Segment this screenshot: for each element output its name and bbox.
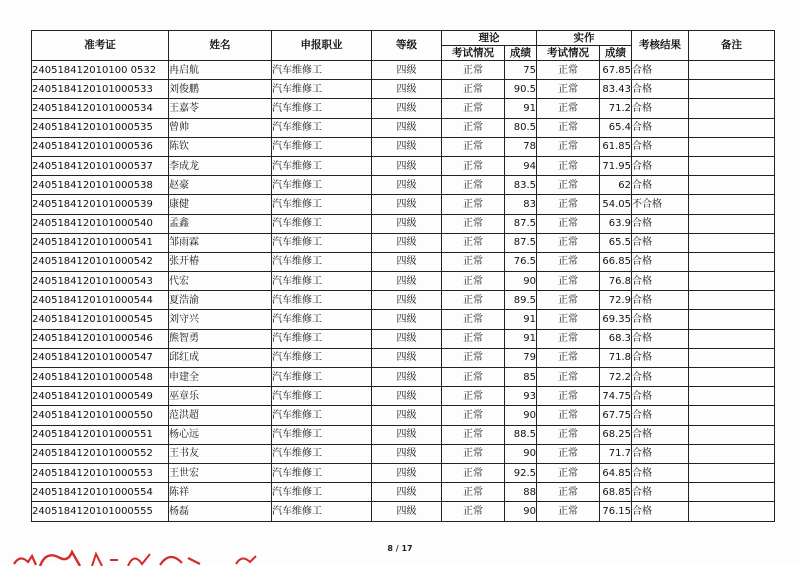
- practical-status-cell: 正常: [537, 329, 600, 348]
- remark-cell: [689, 348, 775, 367]
- occupation-cell: 汽车维修工: [272, 310, 372, 329]
- header-theory-score: 成绩: [505, 46, 537, 61]
- exam-id-cell: 2405184120101000544: [32, 291, 169, 310]
- remark-cell: [689, 291, 775, 310]
- name-cell: 邱红成: [169, 348, 272, 367]
- table-row: [32, 118, 775, 137]
- result-cell: 合格: [632, 387, 689, 406]
- exam-id-cell: 2405184120101000543: [32, 272, 169, 291]
- practical-status-cell: 正常: [537, 176, 600, 195]
- header-name: 姓名: [169, 31, 272, 61]
- result-cell: 合格: [632, 368, 689, 387]
- level-cell: 四级: [372, 99, 442, 118]
- remark-cell: [689, 214, 775, 233]
- exam-id-cell: 240518412010100 0532: [32, 61, 169, 80]
- practical-status-cell: 正常: [537, 156, 600, 175]
- occupation-cell: 汽车维修工: [272, 118, 372, 137]
- name-cell: 张开椿: [169, 252, 272, 271]
- theory-status-cell: 正常: [442, 214, 505, 233]
- remark-cell: [689, 176, 775, 195]
- practical-score-cell: 67.75: [600, 406, 632, 425]
- level-cell: 四级: [372, 502, 442, 521]
- practical-score-cell: 69.35: [600, 310, 632, 329]
- exam-id-cell: 2405184120101000541: [32, 233, 169, 252]
- theory-score-cell: 83.5: [505, 176, 537, 195]
- exam-id-cell: 2405184120101000534: [32, 99, 169, 118]
- theory-score-cell: 91: [505, 310, 537, 329]
- table-row: [32, 406, 775, 425]
- exam-id-cell: 2405184120101000549: [32, 387, 169, 406]
- result-cell: 合格: [632, 348, 689, 367]
- level-cell: 四级: [372, 137, 442, 156]
- table-body: [32, 61, 775, 522]
- practical-score-cell: 71.8: [600, 348, 632, 367]
- theory-score-cell: 75: [505, 61, 537, 80]
- practical-score-cell: 63.9: [600, 214, 632, 233]
- score-table: [31, 30, 775, 522]
- table-row: [32, 272, 775, 291]
- result-cell: 合格: [632, 80, 689, 99]
- remark-cell: [689, 444, 775, 463]
- name-cell: 范洪超: [169, 406, 272, 425]
- result-cell: 合格: [632, 310, 689, 329]
- remark-cell: [689, 252, 775, 271]
- theory-status-cell: 正常: [442, 329, 505, 348]
- exam-id-cell: 2405184120101000550: [32, 406, 169, 425]
- practical-score-cell: 65.4: [600, 118, 632, 137]
- practical-status-cell: 正常: [537, 99, 600, 118]
- level-cell: 四级: [372, 348, 442, 367]
- level-cell: 四级: [372, 444, 442, 463]
- theory-status-cell: 正常: [442, 233, 505, 252]
- table-row: [32, 99, 775, 118]
- practical-status-cell: 正常: [537, 61, 600, 80]
- theory-status-cell: 正常: [442, 195, 505, 214]
- name-cell: 王书友: [169, 444, 272, 463]
- remark-cell: [689, 425, 775, 444]
- exam-id-cell: 2405184120101000542: [32, 252, 169, 271]
- header-occupation: 申报职业: [272, 31, 372, 61]
- level-cell: 四级: [372, 272, 442, 291]
- practical-status-cell: 正常: [537, 425, 600, 444]
- practical-status-cell: 正常: [537, 368, 600, 387]
- exam-id-cell: 2405184120101000554: [32, 483, 169, 502]
- exam-id-cell: 2405184120101000538: [32, 176, 169, 195]
- theory-score-cell: 80.5: [505, 118, 537, 137]
- table-row: [32, 483, 775, 502]
- remark-cell: [689, 195, 775, 214]
- level-cell: 四级: [372, 176, 442, 195]
- result-cell: 合格: [632, 156, 689, 175]
- practical-status-cell: 正常: [537, 406, 600, 425]
- result-cell: 合格: [632, 99, 689, 118]
- occupation-cell: 汽车维修工: [272, 463, 372, 482]
- theory-score-cell: 76.5: [505, 252, 537, 271]
- remark-cell: [689, 156, 775, 175]
- result-cell: 合格: [632, 252, 689, 271]
- theory-score-cell: 87.5: [505, 233, 537, 252]
- table-row: [32, 156, 775, 175]
- name-cell: 陈钦: [169, 137, 272, 156]
- practical-score-cell: 64.85: [600, 463, 632, 482]
- theory-score-cell: 89.5: [505, 291, 537, 310]
- table-row: [32, 233, 775, 252]
- practical-score-cell: 72.2: [600, 368, 632, 387]
- level-cell: 四级: [372, 61, 442, 80]
- table-row: [32, 80, 775, 99]
- theory-score-cell: 78: [505, 137, 537, 156]
- practical-status-cell: 正常: [537, 252, 600, 271]
- name-cell: 曾帅: [169, 118, 272, 137]
- result-cell: 合格: [632, 502, 689, 521]
- name-cell: 冉启航: [169, 61, 272, 80]
- level-cell: 四级: [372, 387, 442, 406]
- level-cell: 四级: [372, 156, 442, 175]
- table-row: [32, 61, 775, 80]
- level-cell: 四级: [372, 483, 442, 502]
- theory-status-cell: 正常: [442, 348, 505, 367]
- level-cell: 四级: [372, 233, 442, 252]
- theory-status-cell: 正常: [442, 387, 505, 406]
- table-row: [32, 137, 775, 156]
- remark-cell: [689, 61, 775, 80]
- table-row: [32, 348, 775, 367]
- theory-score-cell: 88: [505, 483, 537, 502]
- name-cell: 邹雨霖: [169, 233, 272, 252]
- exam-id-cell: 2405184120101000546: [32, 329, 169, 348]
- remark-cell: [689, 137, 775, 156]
- remark-cell: [689, 406, 775, 425]
- name-cell: 李成龙: [169, 156, 272, 175]
- exam-id-cell: 2405184120101000540: [32, 214, 169, 233]
- theory-status-cell: 正常: [442, 291, 505, 310]
- practical-score-cell: 65.5: [600, 233, 632, 252]
- theory-status-cell: 正常: [442, 368, 505, 387]
- name-cell: 陈祥: [169, 483, 272, 502]
- theory-status-cell: 正常: [442, 99, 505, 118]
- remark-cell: [689, 502, 775, 521]
- table-row: [32, 252, 775, 271]
- result-cell: 不合格: [632, 195, 689, 214]
- level-cell: 四级: [372, 463, 442, 482]
- name-cell: 熊智勇: [169, 329, 272, 348]
- theory-score-cell: 93: [505, 387, 537, 406]
- table-header: [32, 31, 775, 61]
- theory-status-cell: 正常: [442, 310, 505, 329]
- name-cell: 王世宏: [169, 463, 272, 482]
- page-number: 8 / 17: [387, 544, 413, 553]
- practical-score-cell: 54.05: [600, 195, 632, 214]
- theory-status-cell: 正常: [442, 137, 505, 156]
- remark-cell: [689, 272, 775, 291]
- practical-status-cell: 正常: [537, 348, 600, 367]
- occupation-cell: 汽车维修工: [272, 483, 372, 502]
- header-exam-id: 准考证: [32, 31, 169, 61]
- practical-status-cell: 正常: [537, 233, 600, 252]
- exam-id-cell: 2405184120101000537: [32, 156, 169, 175]
- level-cell: 四级: [372, 195, 442, 214]
- name-cell: 巫章乐: [169, 387, 272, 406]
- name-cell: 申建全: [169, 368, 272, 387]
- practical-status-cell: 正常: [537, 463, 600, 482]
- theory-status-cell: 正常: [442, 118, 505, 137]
- practical-score-cell: 66.85: [600, 252, 632, 271]
- theory-score-cell: 83: [505, 195, 537, 214]
- occupation-cell: 汽车维修工: [272, 80, 372, 99]
- practical-score-cell: 76.8: [600, 272, 632, 291]
- table-row: [32, 310, 775, 329]
- practical-score-cell: 83.43: [600, 80, 632, 99]
- practical-status-cell: 正常: [537, 310, 600, 329]
- result-cell: 合格: [632, 137, 689, 156]
- result-cell: 合格: [632, 233, 689, 252]
- header-theory: 理论: [442, 31, 537, 46]
- occupation-cell: 汽车维修工: [272, 425, 372, 444]
- remark-cell: [689, 329, 775, 348]
- practical-score-cell: 68.85: [600, 483, 632, 502]
- occupation-cell: 汽车维修工: [272, 61, 372, 80]
- occupation-cell: 汽车维修工: [272, 291, 372, 310]
- remark-cell: [689, 80, 775, 99]
- result-cell: 合格: [632, 272, 689, 291]
- name-cell: 孟鑫: [169, 214, 272, 233]
- result-cell: 合格: [632, 214, 689, 233]
- remark-cell: [689, 387, 775, 406]
- header-practical-status: 考试情况: [537, 46, 600, 61]
- theory-status-cell: 正常: [442, 156, 505, 175]
- exam-id-cell: 2405184120101000548: [32, 368, 169, 387]
- theory-score-cell: 90: [505, 272, 537, 291]
- remark-cell: [689, 233, 775, 252]
- practical-score-cell: 74.75: [600, 387, 632, 406]
- exam-id-cell: 2405184120101000535: [32, 118, 169, 137]
- practical-score-cell: 76.15: [600, 502, 632, 521]
- practical-status-cell: 正常: [537, 80, 600, 99]
- practical-score-cell: 62: [600, 176, 632, 195]
- header-result: 考核结果: [632, 31, 689, 61]
- theory-score-cell: 91: [505, 99, 537, 118]
- name-cell: 康健: [169, 195, 272, 214]
- practical-score-cell: 67.85: [600, 61, 632, 80]
- result-cell: 合格: [632, 406, 689, 425]
- table-row: [32, 195, 775, 214]
- theory-score-cell: 90: [505, 502, 537, 521]
- practical-score-cell: 61.85: [600, 137, 632, 156]
- level-cell: 四级: [372, 310, 442, 329]
- result-cell: 合格: [632, 61, 689, 80]
- exam-id-cell: 2405184120101000553: [32, 463, 169, 482]
- table-row: [32, 291, 775, 310]
- theory-score-cell: 79: [505, 348, 537, 367]
- result-cell: 合格: [632, 329, 689, 348]
- practical-status-cell: 正常: [537, 387, 600, 406]
- table-row: [32, 463, 775, 482]
- theory-status-cell: 正常: [442, 80, 505, 99]
- exam-id-cell: 2405184120101000551: [32, 425, 169, 444]
- practical-status-cell: 正常: [537, 137, 600, 156]
- practical-status-cell: 正常: [537, 483, 600, 502]
- name-cell: 王嘉苓: [169, 99, 272, 118]
- name-cell: 夏浩渝: [169, 291, 272, 310]
- practical-status-cell: 正常: [537, 118, 600, 137]
- theory-score-cell: 90: [505, 444, 537, 463]
- table-row: [32, 502, 775, 521]
- occupation-cell: 汽车维修工: [272, 272, 372, 291]
- level-cell: 四级: [372, 118, 442, 137]
- table-row: [32, 368, 775, 387]
- table-row: [32, 176, 775, 195]
- table-row: [32, 329, 775, 348]
- theory-status-cell: 正常: [442, 272, 505, 291]
- occupation-cell: 汽车维修工: [272, 137, 372, 156]
- header-level: 等级: [372, 31, 442, 61]
- level-cell: 四级: [372, 214, 442, 233]
- practical-score-cell: 71.95: [600, 156, 632, 175]
- practical-status-cell: 正常: [537, 272, 600, 291]
- practical-status-cell: 正常: [537, 444, 600, 463]
- theory-status-cell: 正常: [442, 176, 505, 195]
- remark-cell: [689, 118, 775, 137]
- remark-cell: [689, 368, 775, 387]
- table-row: [32, 425, 775, 444]
- exam-id-cell: 2405184120101000552: [32, 444, 169, 463]
- table-row: [32, 444, 775, 463]
- occupation-cell: 汽车维修工: [272, 176, 372, 195]
- occupation-cell: 汽车维修工: [272, 214, 372, 233]
- theory-status-cell: 正常: [442, 252, 505, 271]
- theory-score-cell: 85: [505, 368, 537, 387]
- exam-id-cell: 2405184120101000545: [32, 310, 169, 329]
- theory-score-cell: 90.5: [505, 80, 537, 99]
- occupation-cell: 汽车维修工: [272, 444, 372, 463]
- theory-status-cell: 正常: [442, 502, 505, 521]
- result-cell: 合格: [632, 118, 689, 137]
- theory-status-cell: 正常: [442, 444, 505, 463]
- level-cell: 四级: [372, 80, 442, 99]
- result-cell: 合格: [632, 176, 689, 195]
- remark-cell: [689, 99, 775, 118]
- occupation-cell: 汽车维修工: [272, 502, 372, 521]
- practical-score-cell: 68.3: [600, 329, 632, 348]
- theory-status-cell: 正常: [442, 425, 505, 444]
- name-cell: 杨磊: [169, 502, 272, 521]
- name-cell: 代宏: [169, 272, 272, 291]
- practical-status-cell: 正常: [537, 195, 600, 214]
- occupation-cell: 汽车维修工: [272, 406, 372, 425]
- practical-status-cell: 正常: [537, 214, 600, 233]
- header-theory-status: 考试情况: [442, 46, 505, 61]
- remark-cell: [689, 310, 775, 329]
- remark-cell: [689, 483, 775, 502]
- theory-score-cell: 94: [505, 156, 537, 175]
- practical-status-cell: 正常: [537, 502, 600, 521]
- theory-score-cell: 88.5: [505, 425, 537, 444]
- remark-cell: [689, 463, 775, 482]
- theory-score-cell: 91: [505, 329, 537, 348]
- practical-score-cell: 68.25: [600, 425, 632, 444]
- occupation-cell: 汽车维修工: [272, 156, 372, 175]
- level-cell: 四级: [372, 252, 442, 271]
- level-cell: 四级: [372, 425, 442, 444]
- level-cell: 四级: [372, 368, 442, 387]
- practical-status-cell: 正常: [537, 291, 600, 310]
- result-cell: 合格: [632, 425, 689, 444]
- occupation-cell: 汽车维修工: [272, 329, 372, 348]
- name-cell: 刘守兴: [169, 310, 272, 329]
- occupation-cell: 汽车维修工: [272, 99, 372, 118]
- exam-id-cell: 2405184120101000539: [32, 195, 169, 214]
- result-cell: 合格: [632, 444, 689, 463]
- theory-score-cell: 90: [505, 406, 537, 425]
- exam-id-cell: 2405184120101000533: [32, 80, 169, 99]
- theory-status-cell: 正常: [442, 463, 505, 482]
- table-row: [32, 387, 775, 406]
- header-practical-score: 成绩: [600, 46, 632, 61]
- name-cell: 杨心远: [169, 425, 272, 444]
- practical-score-cell: 71.2: [600, 99, 632, 118]
- theory-score-cell: 92.5: [505, 463, 537, 482]
- practical-score-cell: 72.9: [600, 291, 632, 310]
- name-cell: 刘俊鹏: [169, 80, 272, 99]
- header-practical: 实作: [537, 31, 632, 46]
- theory-status-cell: 正常: [442, 483, 505, 502]
- result-cell: 合格: [632, 463, 689, 482]
- theory-status-cell: 正常: [442, 61, 505, 80]
- occupation-cell: 汽车维修工: [272, 252, 372, 271]
- occupation-cell: 汽车维修工: [272, 195, 372, 214]
- result-cell: 合格: [632, 291, 689, 310]
- theory-status-cell: 正常: [442, 406, 505, 425]
- exam-id-cell: 2405184120101000555: [32, 502, 169, 521]
- table-row: [32, 214, 775, 233]
- occupation-cell: 汽车维修工: [272, 387, 372, 406]
- practical-score-cell: 71.7: [600, 444, 632, 463]
- name-cell: 赵豪: [169, 176, 272, 195]
- result-cell: 合格: [632, 483, 689, 502]
- occupation-cell: 汽车维修工: [272, 233, 372, 252]
- occupation-cell: 汽车维修工: [272, 368, 372, 387]
- theory-score-cell: 87.5: [505, 214, 537, 233]
- level-cell: 四级: [372, 291, 442, 310]
- occupation-cell: 汽车维修工: [272, 348, 372, 367]
- exam-id-cell: 2405184120101000536: [32, 137, 169, 156]
- exam-id-cell: 2405184120101000547: [32, 348, 169, 367]
- level-cell: 四级: [372, 329, 442, 348]
- header-remark: 备注: [689, 31, 775, 61]
- level-cell: 四级: [372, 406, 442, 425]
